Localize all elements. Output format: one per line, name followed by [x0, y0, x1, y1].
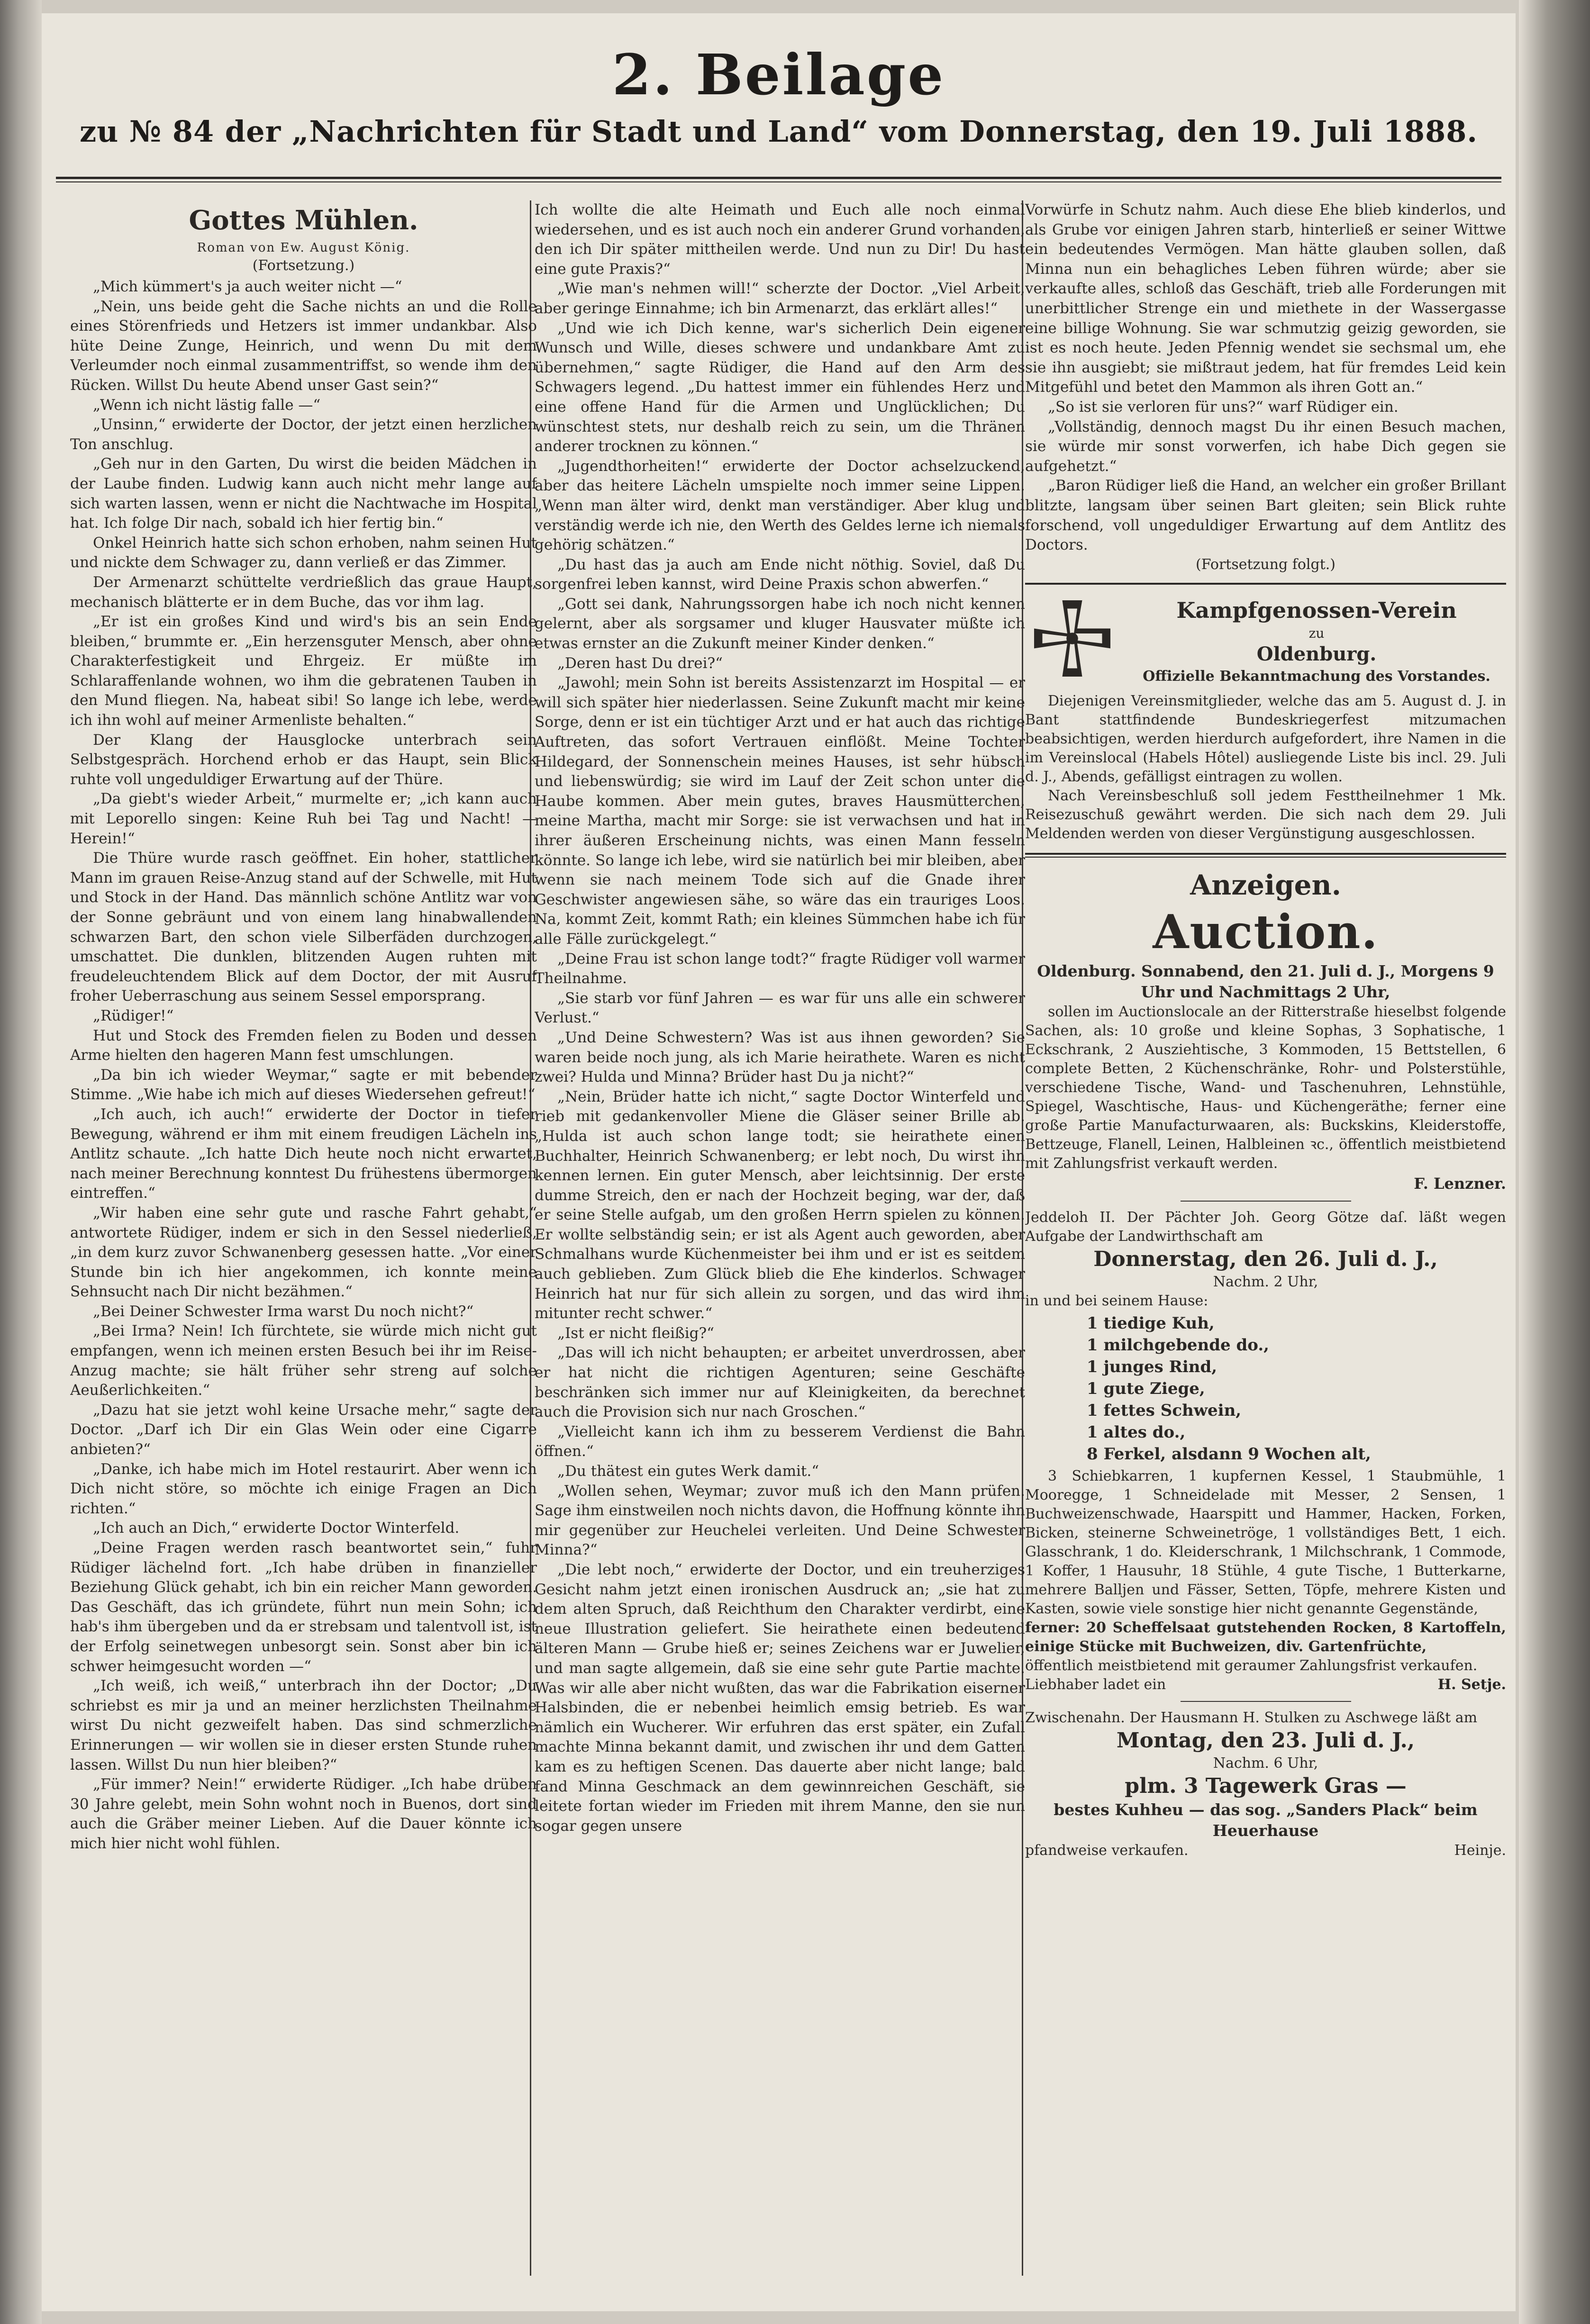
- page-header: [42, 42, 1516, 155]
- paragraph: „Da bin ich wieder Weymar,“ sagte er mit bebender Stimme. „Wie habe ich mich auf dieses Wiedersehen gefreut!“: [70, 1066, 537, 1103]
- paragraph: „Dazu hat sie jetzt wohl keine Ursache mehr,“ sagte der Doctor. „Darf ich Dir ein Glas Wein oder eine Cigarre anbieten?“: [70, 1401, 537, 1458]
- scan-edge-right: [1519, 0, 1590, 2324]
- ads-section-title: Anzeigen.: [1190, 868, 1341, 901]
- paragraph: „Mich kümmert's ja auch weiter nicht —“: [93, 278, 402, 295]
- zwischenahn-end-line: [1025, 1841, 1506, 1860]
- paragraph: „Das will ich nicht behaupten; er arbeitet unverdrossen, aber er hat nicht die richtigen Agenturen; seine Geschäfte beschränken sich immer nur auf Kleinigkeiten, da berechnet auch die Provision sich nur nach Groschen.“: [535, 1344, 1025, 1421]
- jeddeloh-item-list: [1087, 1312, 1506, 1465]
- paragraph: „Die lebt noch,“ erwiderte der Doctor, und ein treuherziges Gesicht nahm jetzt einen ironischen Ausdruck an; „sie hat zu dem alten Spruch, daß Reichthum den Charakter verdirbt, eine neue Illustration geliefert. Sie heirathete einen bedeutend älteren Mann — Grube hieß er; seines Zeichens war er Juwelier, und man sagte allgemein, daß sie eine sehr gute Partie machte. Was wir alle aber nicht wußten, das war die Fabrikation eiserner Halsbinden, die er nebenbei heimlich emsig betrieb. Es war nämlich ein Wucherer. Wir erfuhren das erst später, ein Zufall machte Minna bekannt damit, und zwischen ihr und dem Gatten kam es zu heftigen Scenen. Das dauerte aber nicht lange; bald fand Minna Geschmack an dem gewinnreichen Geschäft, sie leitete fortan wieder im Frieden mit ihrem Manne, den sie nun sogar gegen unsere: [535, 1561, 1025, 1835]
- paragraph: „Rüdiger!“: [93, 1007, 174, 1024]
- list-item: 1 gute Ziege,: [1087, 1379, 1205, 1398]
- list-item: 1 altes do.,: [1087, 1422, 1186, 1442]
- verein-official-heading: Offizielle Bekanntmachung des Vorstandes.: [1143, 668, 1490, 685]
- page-subtitle: zu № 84 der „Nachrichten für Stadt und Land“ vom Donnerstag, den 19. Juli 1888.: [80, 114, 1478, 149]
- paragraph: „Baron Rüdiger ließ die Hand, an welcher ein großer Brillant blitzte, langsam über seinen Bart gleiten; sein Blick ruhte forschend, voll ungeduldiger Erwartung auf dem Antlitz des Doctors.: [1025, 477, 1506, 554]
- jeddeloh-head: Jeddeloh II. Der Pächter Joh. Georg Götze daſ. läßt wegen Aufgabe der Landwirthschaft am: [1025, 1209, 1506, 1245]
- auction-body: sollen im Auctionslocale an der Ritterstraße hieselbst folgende Sachen, als: 10 große und kleine Sophas, 3 Sophatische, 1 Eckschrank, 2 Ausziehtische, 3 Kommoden, 15 Bettstellen, 6 complete Betten, 2 Küchenschränke, Rohr- und Polsterstühle, verschiedene Tische, Wand- und Taschenuhren, Lehnstühle, Spiegel, Waschtische, Haus- und Küchengeräthe; ferner eine große Partie Manufacturwaaren, als: Buckskins, Kleiderstoffe, Bettzeuge, Flanell, Leinen, Halbleinen ꝛc., öffentlich meistbietend mit Zahlungsfrist verkauft werden.: [1025, 1003, 1506, 1172]
- paragraph: „Gott sei dank, Nahrungssorgen habe ich noch nicht kennen gelernt, aber als sorgsamer und kluger Hausvater müßte ich etwas ernster an die Zukunft meiner Kinder denken.“: [535, 595, 1025, 652]
- iron-cross-icon: [1031, 597, 1114, 680]
- paragraph: „Nein, uns beide geht die Sache nichts an und die Rolle eines Störenfrieds und Hetzers ist immer undankbar. Also hüte Deine Zunge, Heinrich, und wenn Du mit dem Verleumder noch einmal zusammentriffst, so wende ihm den Rücken. Willst Du heute Abend unser Gast sein?“: [70, 298, 537, 394]
- paragraph: „So ist sie verloren für uns?“ warf Rüdiger ein.: [1048, 398, 1399, 416]
- paragraph: „Ich auch an Dich,“ erwiderte Doctor Winterfeld.: [93, 1519, 460, 1537]
- paragraph: Vorwürfe in Schutz nahm. Auch diese Ehe blieb kinderlos, und als Grube vor einigen Jahren starb, hinterließ er seiner Wittwe ein bedeutendes Vermögen. Man hätte glauben sollen, daß Minna nun ein behagliches Leben führen würde; aber sie verkaufte alles, schloß das Geschäft, trieb alle Forderungen mit unerbittlicher Strenge ein und miethete in der Wassergasse eine billige Wohnung. Sie war schmutzig geizig geworden, sie ist es noch heute. Jeden Pfennig wendet sie sechsmal um, ehe sie ihn ausgiebt; sie mißtraut jedem, hat für fremdes Leid kein Mitgefühl und betet den Mammon als ihren Gott an.“: [1025, 201, 1506, 396]
- jeddeloh-date: Donnerstag, den 26. Juli d. J.,: [1093, 1247, 1438, 1271]
- paragraph: „Danke, ich habe mich im Hotel restaurirt. Aber wenn ich Dich nicht störe, so möchte ich einige Fragen an Dich richten.“: [70, 1460, 537, 1517]
- paragraph: Der Klang der Hausglocke unterbrach sein Selbstgespräch. Horchend erhob er das Haupt, sein Blick ruhte voll ungeduldiger Erwartung auf der Thüre.: [70, 731, 537, 788]
- page-title: 2. Beilage: [612, 42, 945, 108]
- column-1: [70, 200, 537, 2280]
- list-item: 1 milchgebende do.,: [1087, 1335, 1270, 1355]
- paragraph: „Wollen sehen, Weymar; zuvor muß ich den Mann prüfen. Sage ihm einstweilen noch nichts davon, die Hoffnung könnte ihn mir gegenüber zur Heuchelei verleiten. Und Deine Schwester Minna?“: [535, 1482, 1025, 1559]
- paragraph: Onkel Heinrich hatte sich schon erhoben, nahm seinen Hut und nickte dem Schwager zu, dann verließ er das Zimmer.: [70, 534, 537, 571]
- verein-city: Oldenburg.: [1256, 642, 1377, 665]
- paragraph: „Bei Deiner Schwester Irma warst Du noch nicht?“: [93, 1302, 474, 1320]
- paragraph: „Ist er nicht fleißig?“: [557, 1324, 714, 1342]
- auction-date-line: Oldenburg. Sonnabend, den 21. Juli d. J., Morgens 9 Uhr und Nachmittags 2 Uhr,: [1037, 961, 1494, 1001]
- paragraph: „Nein, Brüder hatte ich nicht,“ sagte Doctor Winterfeld und rieb mit gedankenvoller Miene die Gläser seiner Brille ab. „Hulda ist auch schon lange todt; sie heirathete einen Buchhalter, Heinrich Schwanenberg; er lebt noch, Du wirst ihn kennen lernen. Ein guter Mensch, aber leichtsinnig. Der erste dumme Streich, den er nach der Hochzeit beging, war der, daß er seine Stelle aufgab, um den großen Herrn spielen zu können. Er wollte selbständig sein; er ist als Agent auch geworden, aber Schmalhans wurde Küchenmeister bei ihm und er ist es seitdem auch geblieben. Zum Glück blieb die Ehe kinderlos. Schwager Heinrich hat nur für sich allein zu sorgen, und das wird ihm mitunter recht schwer.“: [535, 1088, 1025, 1322]
- paragraph: Ich wollte die alte Heimath und Euch alle noch einmal wiedersehen, und es ist auch noch ein anderer Grund vorhanden, den ich Dir später mittheilen werde. Und nun zu Dir! Du hast eine gute Praxis?“: [535, 201, 1025, 278]
- notice-text: Diejenigen Vereinsmitglieder, welche das am 5. August d. J. in Bant stattfindende Bundeskriegerfest mitzumachen beabsichtigen, werden hierdurch aufgefordert, ihre Namen in die im Vereinslocal (Habels Hôtel) ausliegende Liste bis incl. 29. Juli d. J., Abends, gefälligst eintragen zu wollen.: [1025, 692, 1506, 785]
- column-3: [1025, 200, 1506, 2290]
- jeddeloh-place: in und bei seinem Hause:: [1025, 1292, 1208, 1309]
- notice-header: [1025, 592, 1506, 692]
- auction-title: Auction.: [1153, 904, 1379, 959]
- paragraph: „Wir haben eine sehr gute und rasche Fahrt gehabt,“ antwortete Rüdiger, indem er sich in den Sessel niederließ, „in dem kurz zuvor Schwanenberg gesessen hatte. „Vor einer Stunde bin ich hier angekommen, ich konnte meine Sehnsucht nach Dir nicht bezähmen.“: [70, 1204, 537, 1301]
- paragraph: „Vielleicht kann ich ihm zu besserem Verdienst die Bahn öffnen.“: [535, 1423, 1025, 1460]
- scan-edge-left: [0, 0, 42, 2324]
- kampfgenossen-notice: [1025, 583, 1506, 858]
- paragraph: Die Thüre wurde rasch geöffnet. Ein hoher, stattlicher Mann im grauen Reise-Anzug stand auf der Schwelle, mit Hut und Stock in der Hand. Das männlich schöne Antlitz war von der Sonne gebräunt und von einem lang hinabwallenden schwarzen Bart, den schon viele Silberfäden durchzogen, umschattet. Die dunklen, blitzenden Augen ruhten mit freudeleuchtendem Blick auf dem Doctor, der mit Ausruf froher Ueberraschung aus seinem Sessel emporsprang.: [70, 850, 537, 1005]
- paragraph: „Sie starb vor fünf Jahren — es war für uns alle ein schwerer Verlust.“: [535, 989, 1025, 1027]
- zwischenahn-date: Montag, den 23. Juli d. J.,: [1116, 1728, 1415, 1753]
- paragraph: „Ich auch, ich auch!“ erwiderte der Doctor in tiefer Bewegung, während er ihm mit einem freudigen Lächeln ins Antlitz schaute. „Ich hatte Dich heute noch nicht erwartet, nach meiner Berechnung konntest Du frühestens übermorgen eintreffen.“: [70, 1105, 537, 1202]
- column-2: [535, 200, 1025, 2290]
- paragraph: „Da giebt's wieder Arbeit,“ murmelte er; „ich kann auch mit Leporello singen: Keine Ruh bei Tag und Nacht! — Herein!“: [70, 790, 537, 847]
- paragraph: „Er ist ein großes Kind und wird's bis an sein Ende bleiben,“ brummte er. „Ein herzensguter Mensch, aber ohne Charakterfestigkeit und Ehrgeiz. Er müßte im Schlaraffenlande wohnen, wo ihm die gebratenen Tauben in den Mund fliegen. Na, habeat sibi! So lange ich lebe, werde ich ihn wohl auf meiner Armenliste behalten.“: [70, 613, 537, 729]
- paragraph: „Wie man's nehmen will!“ scherzte der Doctor. „Viel Arbeit, aber geringe Einnahme; ich bin Armenarzt, das erklärt alles!“: [535, 280, 1025, 317]
- newspaper-page: [42, 13, 1516, 2311]
- verein-zu: zu: [1308, 625, 1325, 641]
- story-byline: Roman von Ew. August König.: [197, 241, 410, 255]
- zwischenahn-item: plm. 3 Tagewerk Gras —: [1125, 1773, 1407, 1798]
- paragraph: „Geh nur in den Garten, Du wirst die beiden Mädchen in der Laube finden. Ludwig kann auch nicht mehr lange auf sich warten lassen, wenn er nicht die Nachtwache im Hospital hat. Ich folge Dir nach, sobald ich hier fertig bin.“: [70, 455, 537, 532]
- paragraph: „Deine Fragen werden rasch beantwortet sein,“ fuhr Rüdiger lächelnd fort. „Ich habe drüben in finanzieller Beziehung Glück gehabt, ich bin ein reicher Mann geworden. Das Geschäft, das ich gründete, führt nun mein Sohn; ich hab's ihm übergeben und da er strebsam und talentvoll ist, ist der Erfolg seinetwegen unbesorgt sein. Sonst aber bin ich schwer heimgesucht worden —“: [70, 1539, 537, 1675]
- paragraph: Hut und Stock des Fremden fielen zu Boden und dessen Arme hielten den hageren Mann fest umschlungen.: [70, 1027, 537, 1064]
- paragraph: „Und wie ich Dich kenne, war's sicherlich Dein eigener Wunsch und Wille, dieses schwere und undankbare Amt zu übernehmen,“ sagte Rüdiger, die Hand auf den Arm des Schwagers legend. „Du hattest immer ein fühlendes Herz und eine offene Hand für die Armen und Unglücklichen; Du wünschtest stets, nur deshalb reich zu sein, um die Thränen anderer trocknen zu können.“: [535, 319, 1025, 455]
- paragraph: „Vollständig, dennoch magst Du ihr einen Besuch machen, sie würde mir sonst vorwerfen, ich habe Dich gegen sie aufgehetzt.“: [1025, 418, 1506, 475]
- jeddeloh-body: 3 Schiebkarren, 1 kupfernen Kessel, 1 Staubmühle, 1 Mooregge, 1 Schneidelade mit Messer, 2 Sensen, 1 Buchweizenschwade, Haarspitt und Hammer, Hacken, Forken, Bicken, steinerne Schweinetröge, 1 vollständiges Bett, 1 eich. Glasschrank, 1 do. Kleiderschrank, 1 Milchschrank, 1 Commode, 1 Koffer, 1 Hausuhr, 18 Stühle, 4 gute Tische, 1 Butterkarne, mehrere Balljen und Fässer, Setten, Töpfe, mehrere Kisten und Kasten, sowie viele sonstige hier nicht genannte Gegenstände,: [1025, 1467, 1506, 1617]
- notice-rule: [1025, 853, 1506, 858]
- story-continuation: (Fortsetzung.): [252, 257, 355, 274]
- jeddeloh-end: öffentlich meistbietend mit geraumer Zahlungsfrist verkaufen.: [1025, 1657, 1478, 1674]
- paragraph: „Deren hast Du drei?“: [557, 654, 723, 672]
- notice-text: Nach Vereinsbeschluß soll jedem Festtheilnehmer 1 Mk. Reisezuschuß gewährt werden. Die sich nach dem 29. Juli Meldenden werden von dieser Vergünstigung ausgeschlossen.: [1025, 787, 1506, 842]
- paragraph: „Jugendthorheiten!“ erwiderte der Doctor achselzuckend, aber das heitere Lächeln umspielte noch immer seine Lippen. „Wenn man älter wird, denkt man verständiger. Aber klug und verständig werde ich nie, den Werth des Geldes lerne ich niemals gehörig schätzen.“: [535, 457, 1025, 554]
- jeddeloh-invite-line: [1025, 1675, 1506, 1694]
- paragraph: „Du hast das ja auch am Ende nicht nöthig. Soviel, daß Du sorgenfrei leben kannst, wird Deine Praxis schon abwerfen.“: [535, 556, 1025, 593]
- jeddeloh-signature: H. Setje.: [1437, 1676, 1506, 1693]
- list-item: 1 fettes Schwein,: [1087, 1401, 1242, 1420]
- paragraph: „Für immer? Nein!“ erwiderte Rüdiger. „Ich habe drüben 30 Jahre gelebt, mein Sohn wohnt noch in Buenos, dort sind auch die Gräber meiner Lieben. Auf die Dauer könnte ich mich hier nicht wohl fühlen.: [70, 1776, 537, 1852]
- paragraph: „Bei Irma? Nein! Ich fürchtete, sie würde mich nicht gut empfangen, wenn ich meinen ersten Besuch bei ihr im Reise-Anzug machte; sie hält früher sehr streng auf solche Aeußerlichkeiten.“: [70, 1322, 537, 1399]
- ad-divider: [1181, 1701, 1351, 1702]
- zwischenahn-time: Nachm. 6 Uhr,: [1213, 1754, 1318, 1772]
- paragraph: „Deine Frau ist schon lange todt?“ fragte Rüdiger voll warmer Theilnahme.: [535, 950, 1025, 987]
- jeddeloh-ferner: ferner: 20 Scheffelsaat gutstehenden Rocken, 8 Kartoffeln, einige Stücke mit Buchweizen, div. Gartenfrüchte,: [1025, 1619, 1506, 1655]
- list-item: 1 junges Rind,: [1087, 1357, 1217, 1376]
- paragraph: „Du thätest ein gutes Werk damit.“: [557, 1463, 819, 1480]
- paragraph: Der Armenarzt schüttelte verdrießlich das graue Haupt, mechanisch blätterte er in dem Buche, das vor ihm lag.: [70, 573, 537, 611]
- jeddeloh-invite: Liebhaber ladet ein: [1025, 1676, 1166, 1693]
- paragraph: „Unsinn,“ erwiderte der Doctor, der jetzt einen herzlichen Ton anschlug.: [70, 416, 537, 453]
- header-rule: [56, 177, 1501, 182]
- verein-name: Kampfgenossen-Verein: [1176, 597, 1457, 623]
- paragraph: „Ich weiß, ich weiß,“ unterbrach ihn der Doctor; „Du schriebst es mir ja und an meiner herzlichsten Theilnahme wirst Du nicht gezweifelt haben. Das sind schmerzliche Erinnerungen — wir wollen sie in dieser ersten Stunde ruhen lassen. Willst Du nun hier bleiben?“: [70, 1677, 537, 1773]
- story-title: Gottes Mühlen.: [189, 205, 418, 236]
- zwischenahn-item-detail: bestes Kuhheu — das sog. „Sanders Plack“ beim Heuerhause: [1054, 1800, 1478, 1840]
- zwischenahn-signature: Heinje.: [1454, 1842, 1506, 1859]
- zwischenahn-end: pfandweise verkaufen.: [1025, 1842, 1189, 1859]
- zwischenahn-head: Zwischenahn. Der Hausmann H. Stulken zu Aschwege läßt am: [1025, 1709, 1478, 1726]
- paragraph: „Wenn ich nicht lästig falle —“: [93, 396, 321, 414]
- list-item: 8 Ferkel, alsdann 9 Wochen alt,: [1087, 1444, 1371, 1464]
- ad-divider: [1181, 1201, 1351, 1202]
- auction-signature: F. Lenzner.: [1414, 1174, 1506, 1193]
- jeddeloh-time: Nachm. 2 Uhr,: [1213, 1273, 1318, 1290]
- story-to-be-continued: (Fortsetzung folgt.): [1196, 556, 1336, 573]
- list-item: 1 tiedige Kuh,: [1087, 1313, 1215, 1333]
- paragraph: „Jawohl; mein Sohn ist bereits Assistenzarzt im Hospital — er will sich später hier niederlassen. Seine Zukunft macht mir keine Sorge, denn er ist ein tüchtiger Arzt und er hat auch das richtige Auftreten, das sofort Vertrauen einflößt. Meine Tochter Hildegard, der Sonnenschein meines Hauses, ist sehr hübsch und liebenswürdig; sie wird im Lauf der Zeit schon unter die Haube kommen. Aber mein gutes, braves Hausmütterchen, meine Martha, macht mir Sorge: sie ist verwachsen und hat in ihrer äußeren Erscheinung nichts, was einen Mann fesseln könnte. So lange ich lebe, wird sie natürlich bei mir bleiben, aber wenn sie nach meinem Tode sich auf die Gnade ihrer Geschwister angewiesen sähe, so wäre das ein trauriges Loos. Na, kommt Zeit, kommt Rath; ein kleines Sümmchen habe ich für alle Fälle zurückgelegt.“: [535, 674, 1025, 948]
- paragraph: „Und Deine Schwestern? Was ist aus ihnen geworden? Sie waren beide noch jung, als ich Marie heirathete. Waren es nicht zwei? Hulda und Minna? Brüder hast Du ja nicht?“: [535, 1029, 1025, 1086]
